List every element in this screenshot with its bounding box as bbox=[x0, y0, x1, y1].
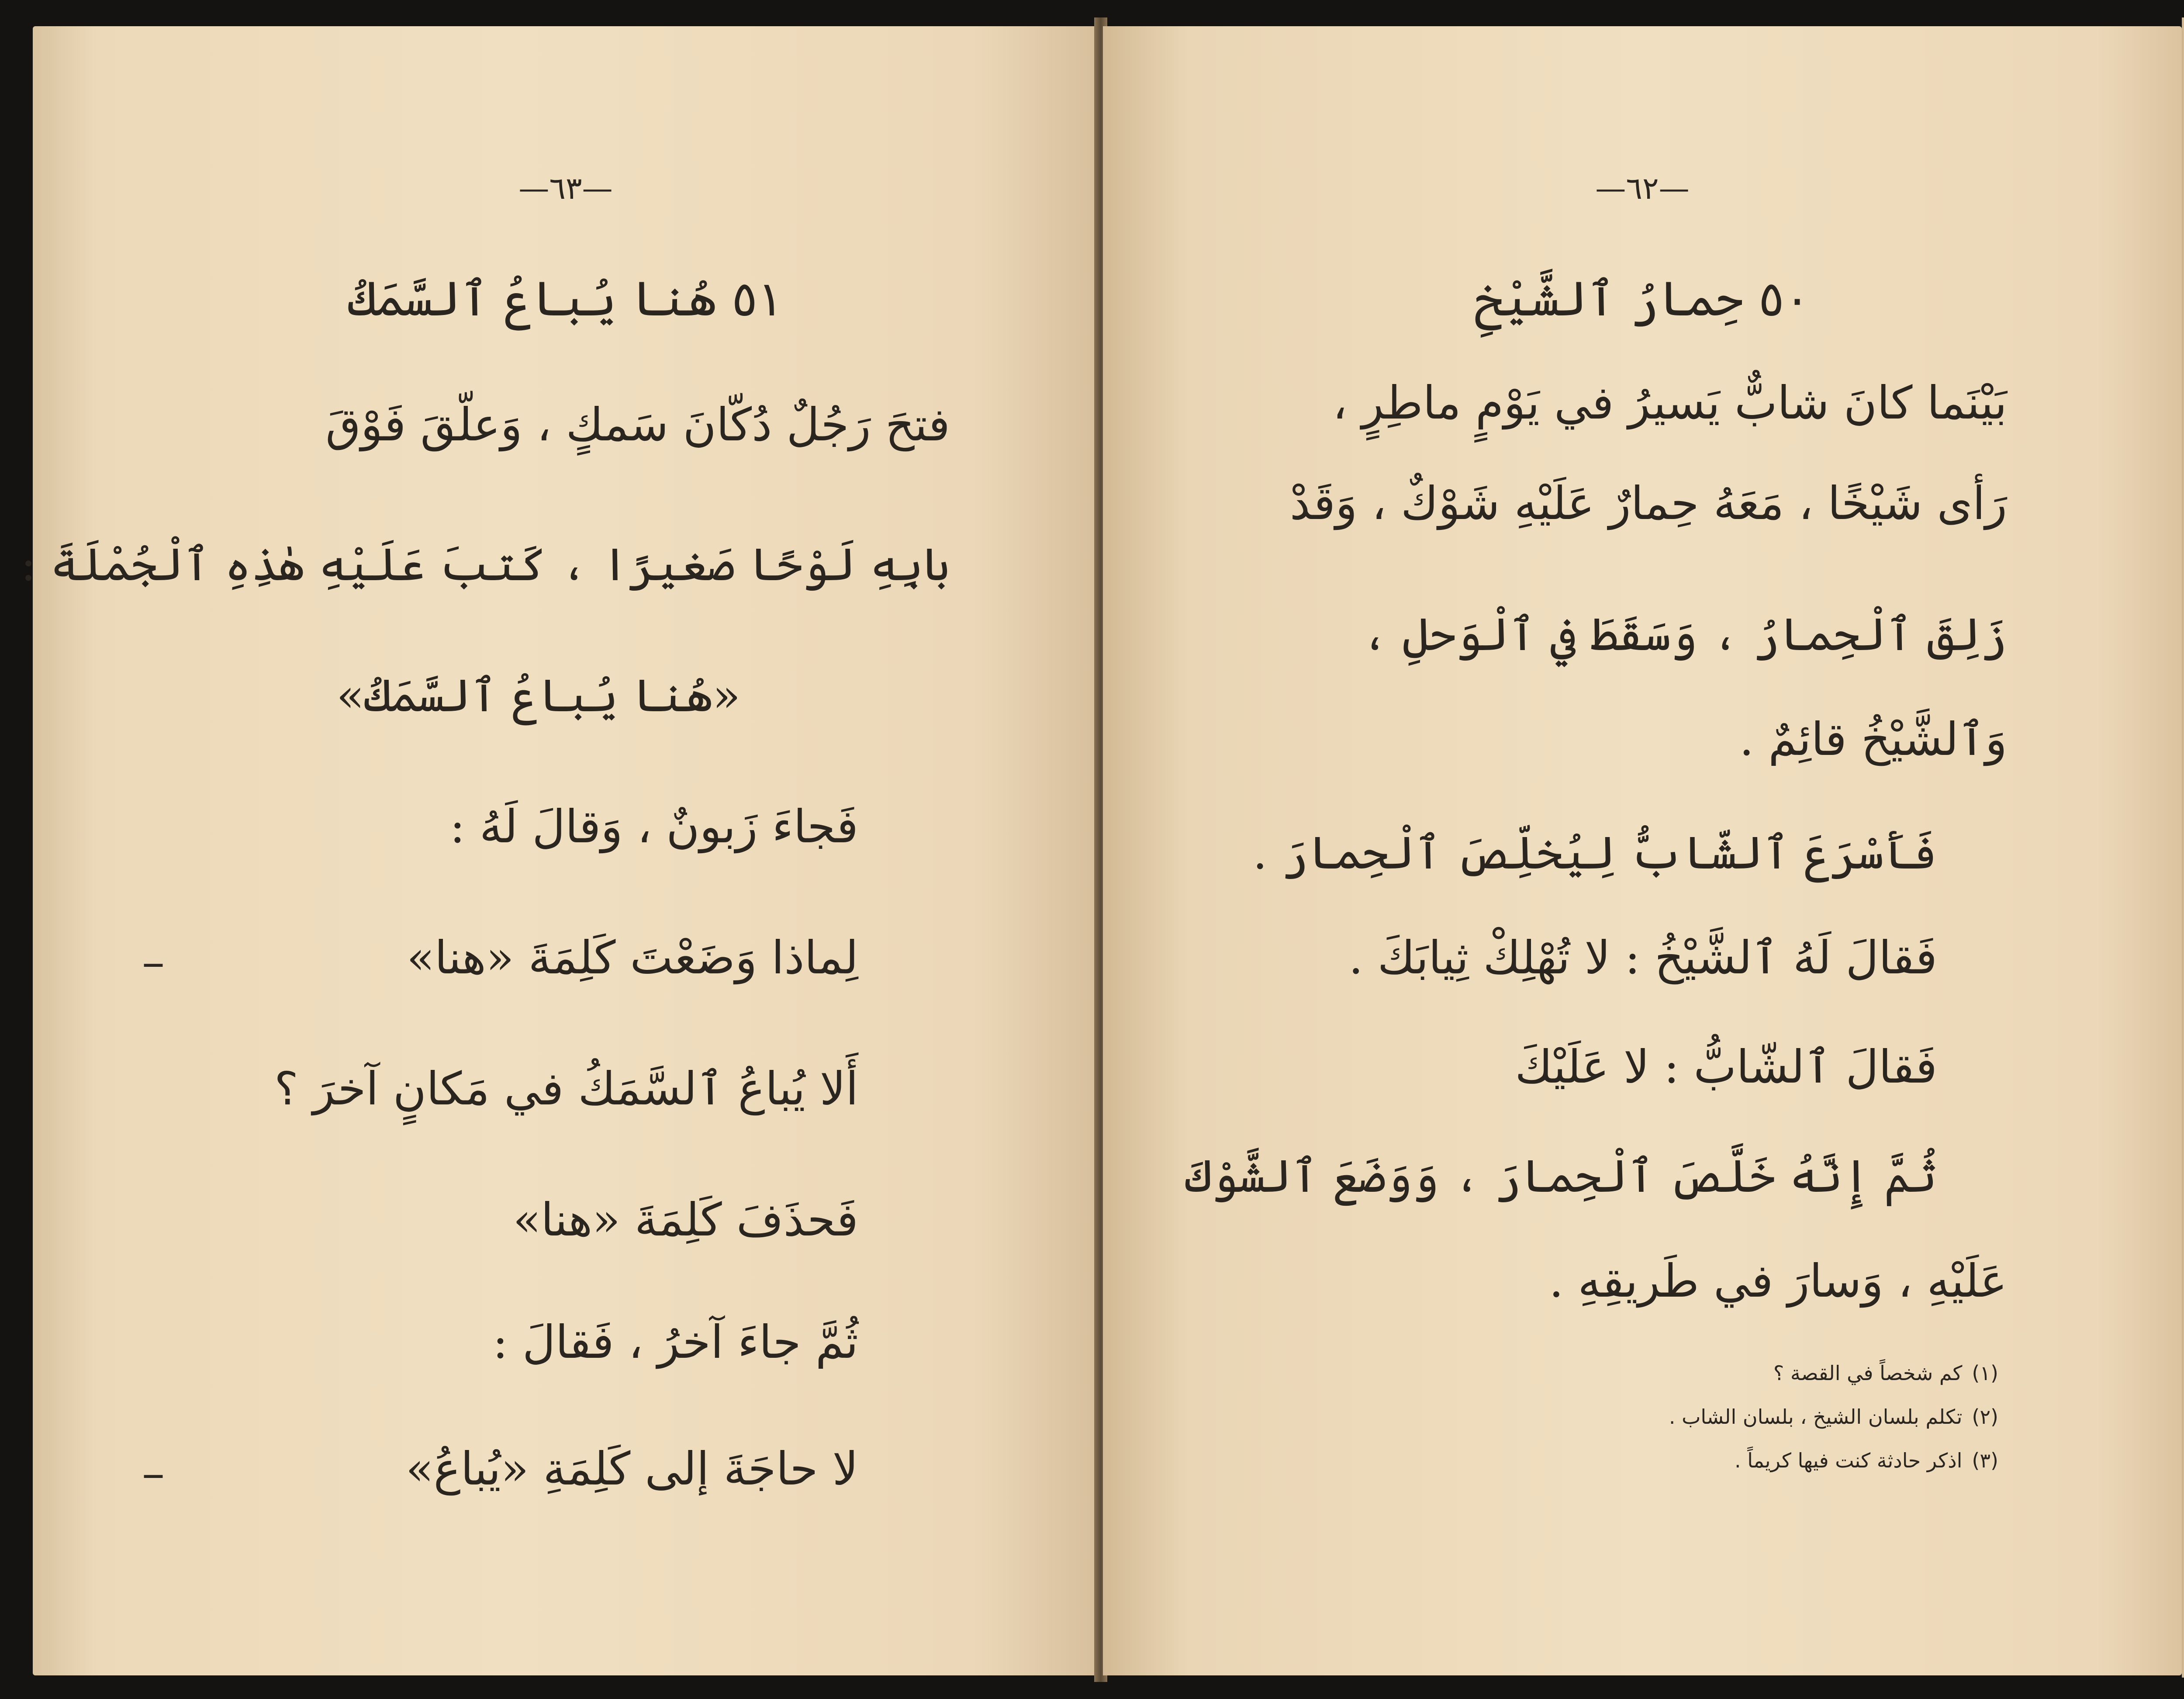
story-line-5: لِماذا وَضَعْتَ كَلِمَةَ «هنا» bbox=[407, 931, 858, 984]
story-line-7: فَحذَفَ كَلِمَةَ «هنا» bbox=[513, 1193, 858, 1246]
story-line-6: أَلا يُباعُ ٱلسَّمَكُ في مَكانٍ آخرَ ؟ bbox=[274, 1062, 858, 1115]
story-line-2: بابِهِ لَوْحًا صَغيرًا ، كَتبَ عَلَيْهِ هٰذِهِ ٱلْجُمْلَةَ : bbox=[21, 538, 950, 591]
question-number: (٣) bbox=[1972, 1449, 1998, 1472]
story-line-4: فَجاءَ زَبونٌ ، وَقالَ لَهُ : bbox=[449, 800, 858, 853]
story-line-3: «هُنا يُباعُ ٱلسَّمَكُ» bbox=[336, 669, 740, 722]
question-3 bbox=[1735, 1450, 1998, 1471]
dialogue-dash-2: – bbox=[142, 1446, 165, 1499]
story-line-3: زَلِقَ ٱلْحِمارُ ، وَسَقَطَ في ٱلْوَحلِ ، bbox=[1361, 608, 2007, 661]
story-line-9: لا حاجَةَ إلى كَلِمَةِ «يُباعُ» bbox=[406, 1442, 858, 1495]
story-line-7: فَقالَ ٱلشّابُّ : لا عَلَيْكَ bbox=[1515, 1040, 1937, 1093]
question-text: اذكر حادثة كنت فيها كريماً . bbox=[1734, 1449, 1963, 1472]
question-2 bbox=[1669, 1407, 1998, 1427]
page-number-62: —٦٢— bbox=[1595, 170, 1690, 206]
question-text: كم شخصاً في القصة ؟ bbox=[1773, 1361, 1963, 1385]
story-title-51: ٥١ هُنا يُباعُ ٱلسَّمَكُ bbox=[348, 271, 784, 327]
left-page bbox=[21, 26, 1099, 1675]
question-number: (٢) bbox=[1972, 1405, 1998, 1429]
story-line-8: ثُمَّ إِنَّهُ خَلَّصَ ٱلْحِمارَ ، وَوَضَعَ ٱلشَّوْكَ bbox=[1185, 1149, 1937, 1203]
dialogue-dash-1: – bbox=[142, 935, 165, 988]
question-number: (١) bbox=[1972, 1361, 1998, 1385]
story-line-2: رَأى شَيْخًا ، مَعَهُ حِمارٌ عَلَيْهِ شَوْكٌ ، وَقَدْ bbox=[1289, 477, 2007, 530]
question-1 bbox=[1773, 1363, 1998, 1383]
story-title-50: ٥٠ حِمارُ ٱلشَّيْخِ bbox=[1474, 271, 1811, 327]
page-edges bbox=[2182, 17, 2184, 1678]
question-text: تكلم بلسان الشيخ ، بلسان الشاب . bbox=[1669, 1405, 1963, 1429]
story-line-8: ثُمَّ جاءَ آخرُ ، فَقالَ : bbox=[492, 1315, 858, 1369]
story-line-1: فتحَ رَجُلٌ دُكّانَ سَمكٍ ، وَعلّقَ فَوْقَ bbox=[325, 398, 950, 451]
page-number-63: —٦٣— bbox=[518, 170, 613, 206]
story-line-1: بَيْنَما كانَ شابٌّ يَسيرُ في يَوْمٍ ماطِرٍ ، bbox=[1332, 376, 2007, 429]
right-page bbox=[1103, 26, 2182, 1675]
story-line-4: وَٱلشَّيْخُ قائِمٌ . bbox=[1739, 713, 2007, 766]
story-line-9: عَلَيْهِ ، وَسارَ في طَريقِهِ . bbox=[1549, 1254, 2007, 1308]
story-line-5: فَأَسْرَعَ ٱلشّابُّ لِيُخلِّصَ ٱلْحِمارَ . bbox=[1253, 826, 1937, 879]
story-line-6: فَقالَ لَهُ ٱلشَّيْخُ : لا تُهْلِكْ ثِيابَكَ . bbox=[1348, 931, 1937, 984]
